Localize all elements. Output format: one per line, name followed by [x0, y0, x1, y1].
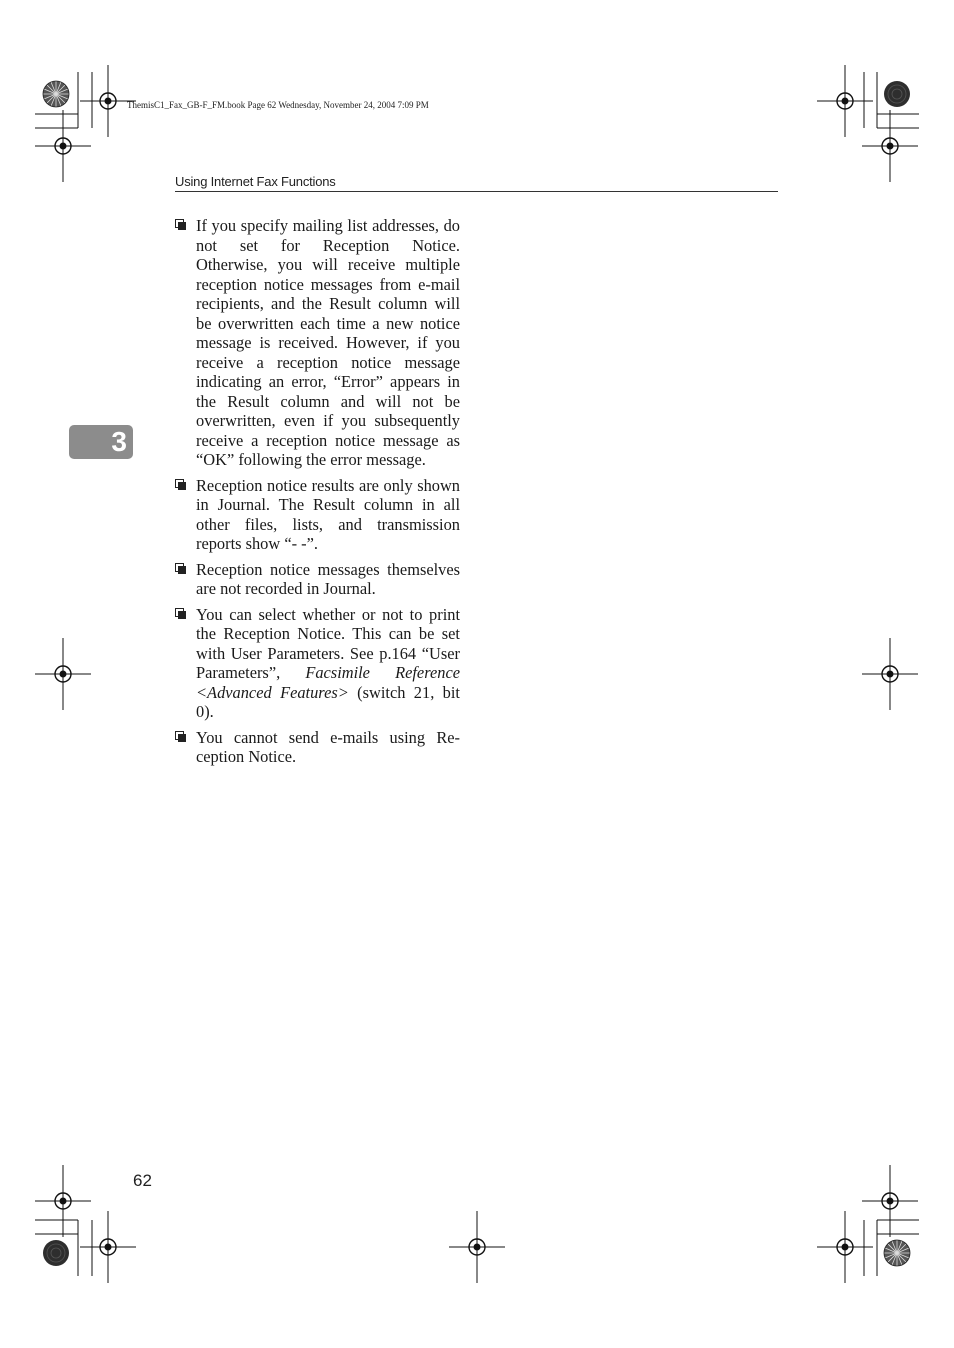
note-text: Reception notice results are only shown in Journal. The Result column in all other files, lists, and transmission reports show “- -”.: [196, 475, 460, 553]
note-item: [175, 605, 460, 722]
note-text: Reception notice messages themselves are not recorded in Journal.: [196, 559, 460, 598]
note-text: You can select whether or not to print the Reception Notice. This can be set with User Parameters. See p.164 “User Parameters”,: [196, 604, 460, 682]
file-slug: ThemisC1_Fax_GB-F_FM.book Page 62 Wednesday, November 24, 2004 7:09 PM: [127, 100, 429, 110]
checkbox-bullet-icon: [175, 608, 184, 617]
checkbox-bullet-icon: [175, 479, 184, 488]
page-number: 62: [133, 1171, 152, 1190]
note-text: You cannot send e-mails using Reception Notice.: [196, 727, 460, 766]
checkbox-bullet-icon: [175, 563, 184, 572]
note-item: [175, 560, 460, 599]
note-item: [175, 216, 460, 470]
note-item: [175, 476, 460, 554]
note-text: (switch 21, bit 0).: [196, 682, 460, 721]
checkbox-bullet-icon: [175, 731, 184, 740]
chapter-tab: 3: [69, 425, 133, 459]
note-item: [175, 728, 460, 767]
manual-reference: Facsimile Reference <Advanced Features>: [196, 663, 460, 702]
notes-list: [175, 216, 460, 773]
note-text: If you specify mailing list addresses, do not set for Reception Notice. Otherwise, you will receive multiple reception notice messages from e-mail recipients, and the Result column will be overwritten each time a new notice message is received. However, if you receive a reception notice message indicating an error, “Error” appears in the Result column and will not be overwritten, even if you subsequently receive a reception notice message as “OK” following the error message.: [196, 216, 460, 469]
running-header: Using Internet Fax Functions: [175, 174, 778, 192]
checkbox-bullet-icon: [175, 219, 184, 228]
